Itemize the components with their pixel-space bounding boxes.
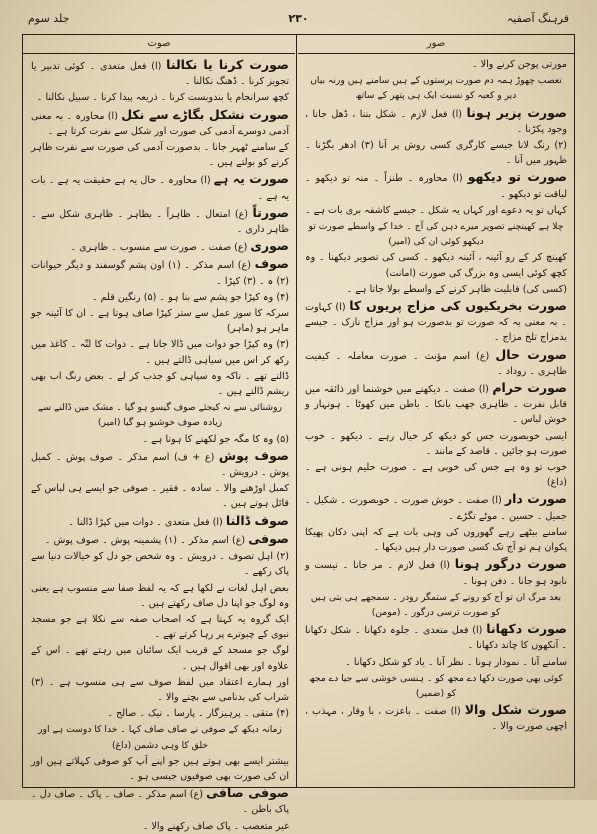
verse-quote: چلا ہے کھینچنے تصویر میرے دہن کی آج ۔ خدا کے واسطے صورت تو دیکھو کوئی ان کی (امیر)	[308, 221, 564, 248]
entry-headword: صورت حال	[495, 346, 567, 362]
entry-definition: (ع) اسم مذکر ۔ صاف ۔ پاک ۔ صاف دل ۔ پاک باطن ۔	[31, 789, 289, 816]
entry-line: کہاں تو یہ دعوے اور کہاں یہ شکل ۔ جیسے کاشفہ بری بات ہے ۔	[305, 204, 567, 216]
entry-line: (۲) رنگ لانا جیسے کارگری کسی روش پر آنا (۳) ادھر بگڑنا ۔ ظہور میں آنا ۔	[305, 140, 567, 167]
column-divider	[296, 35, 297, 787]
entry-definition: (ا) فعل متعدی ۔ کوئی تدبیر یا تجویز کرنا ۔ ڈھنگ نکالنا ۔	[31, 61, 289, 88]
entry-line: (۲) اہل تصوف ۔ درویش ۔ وہ شخص جو دل کو خیالات دنیا سے پاک رکھے ۔	[31, 551, 289, 578]
left-column-heading: صوت	[23, 35, 295, 54]
entry-definition: (ا) کہاوت ۔ بہ معنی یہ کہ صورت تو بدصورت ہو اور مزاج نازک ۔ جیسے بدمزاج تلخ مزاج ۔	[305, 302, 567, 344]
entry-definition: (ع) امتعال ۔ ظاہراً ۔ بظاہر ۔ ظاہری شکل سے ۔ ظاہر داری ۔	[31, 208, 289, 236]
verse-quote: کوئی بھی صورت دکھا دے مجھ کو ۔ ہنسی خوشی سے جیا دے مجھ کو (ضمیر)	[309, 672, 563, 699]
entry-definition: (ا) محاورہ ۔ حال یہ ہے حقیقت یہ ہے ۔ بات یہ ہے ۔	[31, 175, 289, 202]
entry-line: ایسی خوبصورت جس کو دیکھ کر خیال رہے ۔ دیکھو ۔ خوب صورت ہو جائیں ۔ قاصد کے مانند ۔	[305, 430, 567, 457]
dictionary-entry	[31, 171, 289, 203]
entry-line: (۴) متقی ۔ پرہیزگار ۔ پارسا ۔ نیک ۔ صالح ۔	[107, 708, 289, 720]
dictionary-entry	[305, 702, 567, 734]
entry-line: سامنے بیٹھے رہے گھوروں کی وہی بات ہے کہ اپنی دکان پھیکا پکوان ہم تو آج تک کسی صورت دار ہیں دیکھا ۔	[305, 526, 567, 554]
dictionary-entry	[31, 256, 289, 288]
entry-line: مورتی پوجن کرنے والا ۔	[472, 59, 567, 70]
dictionary-entry	[305, 491, 567, 523]
left-column	[31, 57, 289, 832]
dictionary-entry	[305, 105, 567, 137]
entry-definition: (ا) محاورہ ۔ بہ معنی آدمی دوسرے آدمی کی صورت اور شکل سے نفرت کرتا ہے ۔	[31, 110, 289, 137]
entry-headword: صورت دار	[504, 491, 567, 507]
entry-line: کمبل اوڑھنے والا ۔ سادہ ۔ فقیر ۔ صوفی جو ایسے ہی لباس کے قائل ہوتے ہیں ۔	[31, 483, 289, 510]
entry-line: کھینچ کر کے رو آئینہ ، آئینہ دیکھو ۔ کسی کی تصویر دیکھنا ۔ وہ کچھ کوئی ایسی وہ بزرگ کی صورت (امانت)	[305, 252, 567, 279]
entry-line: لوگ جو مسجد کے قریب ایک سائبان میں رہتے تھے ۔ اس کے علاوہ اور بھی اقوال ہیں ۔	[31, 645, 289, 672]
dictionary-entry	[305, 169, 567, 201]
entry-definition: (ا) صفت ۔ باعزت ، با وقار ، مہذب ، اچھی صورت والا ۔	[305, 706, 567, 733]
right-column-heading: صور	[298, 35, 574, 54]
dictionary-entry	[31, 513, 289, 530]
entry-headword: صوف	[254, 256, 289, 272]
entry-headword: صوفی	[248, 530, 289, 546]
entry-headword: صورت تو دیکھو	[467, 169, 567, 185]
entry-line: (۵) وہ کا مگہ جو لکھنے کا ہوتا ہے ۔	[142, 433, 289, 445]
dictionary-entry	[31, 448, 289, 480]
entry-headword: صورت درگور ہونا	[454, 556, 567, 572]
entry-line: ڈالتے تھے ۔ تاکہ وہ سیاہی کو جذب کر لے ۔ بعض رنگ اب بھی ریشم ڈالتے ہیں ۔	[31, 370, 289, 398]
dictionary-entry	[305, 380, 567, 428]
volume-label: جلد سوم	[28, 12, 70, 25]
verse-quote: زمانہ دیکھ کے صوفی نے صاف صاف کہا ۔ خدا کا دوست ہے اور خلق کا وہی دشمن (داغ)	[38, 724, 282, 751]
entry-definition: (ا) صفت ۔ خوش صورت ۔ خوبصورت ۔ شکیل ۔ جمیل ۔ حسین ۔ موٹے تگڑے ۔	[305, 495, 567, 522]
right-column	[305, 57, 567, 783]
entry-line: سرکہ کا سوز عمل سے ستر کپڑا صاف ہوتا ہے ۔ ان کا آئینہ جو ماہر ہو (ماہر)	[31, 308, 289, 335]
book-title: فرہنگ آصفیہ	[506, 12, 569, 25]
dictionary-entry	[31, 205, 289, 237]
entry-line: اور ہمارے اعتقاد میں لفظ صوف سے ہی منسوب ہے ۔ (۳) شراب کی بدنامی سے بچنے والا ۔	[31, 676, 289, 703]
entry-headword: صورت نشکل بگاڑے سے نکل	[121, 106, 289, 122]
entry-headword: صورت بخریکیوں کی مزاج پریوں کا	[349, 298, 567, 314]
dictionary-entry	[305, 347, 567, 379]
dictionary-entry	[305, 556, 567, 588]
dictionary-entry	[31, 107, 289, 139]
verse-quote: بعد مرگ اں تو آج کو رونے کے ستمگر رودر ۔ سمجھے ہی بتی ہیں کو صورت ترسی درگور ۔ (مومن)	[310, 591, 562, 618]
entry-headword: صورتاً	[252, 204, 289, 220]
verse-quote: تعصب چھوڑ ہمہ دم صورت پرستوں کے ہیں سامنے ہیں ورنہ بیاں دیر و کعبہ کو نسبت ایک ہی پتھر کے ساتھ	[310, 75, 562, 102]
entry-line: (کسی کی) قابلیت ظاہر کرنے کے واسطے بولا جاتا ہے ۔	[346, 283, 567, 295]
entry-line: بیشتر ایسے بھی ہوتے ہیں جو اپنے آپ کو صوفی کہلاتے ہیں اور ان کی صورت بھی صوفیوں جیسی ہو ۔	[31, 755, 289, 782]
entry-line: سامنے آنا ۔ نمودار ہونا ۔ نظر آنا ۔ یاد کو شکل دکھانا ۔	[345, 656, 567, 668]
entry-definition: (ع) اسم مؤنث ۔ صورت معاملہ ۔ کیفیت ظاہری ۔ روداد ۔	[305, 350, 567, 377]
entry-line: غیر متعصب ۔ پاک صاف رکھنے والا ۔	[142, 820, 289, 832]
dictionary-entry	[31, 531, 289, 548]
entry-definition: (ع) صفت ۔ صورت سے منسوب ۔ ظاہری ۔	[70, 242, 248, 254]
entry-line: کچھ سرانجام یا بندوبست کرنا ۔ ذریعہ پیدا کرنا ۔ سبیل نکالنا ۔	[36, 92, 289, 104]
entry-line: بعض اہل لغات نے لکھا ہے کہ یہ لفظ صفا سے منسوب ہے یعنی وہ لوگ جو اپنا دل صاف رکھتے ہیں ۔	[31, 582, 289, 609]
entry-headword: صوف پوش	[218, 447, 289, 463]
page-number: ۲۳۰	[288, 12, 309, 25]
verse-quote: روشنائی سے نہ کیجئے صوف گیسو ہو گیا ۔ مشک میں ڈالنے سے زیادہ صوف خوشبو ہو گیا (امیر)	[38, 402, 282, 429]
entry-headword: صورت دکھانا	[486, 621, 567, 637]
dictionary-entry	[31, 785, 289, 817]
entry-headword: صورت حرام	[492, 380, 567, 396]
entry-definition: (ا) فعل لازم ۔ مر جانا ۔ نیست و نابود ہو جانا ۔ دفن ہونا ۔	[305, 560, 567, 587]
dictionary-entry	[31, 238, 289, 255]
entry-line: (۳) وہ کپڑا جو دوات میں ڈالا جاتا ہے ۔ دوات کا لتّہ ۔ کاغذ میں رکھ کر اس میں سیاہی ڈالتے ہیں ۔	[31, 339, 289, 366]
page-frame	[22, 34, 575, 832]
dictionary-entry	[305, 621, 567, 653]
entry-definition: (ا) محاورہ ۔ طنزاً ۔ منہ تو دیکھو ۔ لیاقت تو دیکھو ۔	[305, 173, 567, 200]
entry-line: کے سامنے ٹھہر جانا ۔ بدصورت آدمی کی صورت سے نفرت ظاہر کرنے کو بولتے ہیں ۔	[31, 142, 289, 169]
entry-definition: (ا) فعل متعدی ۔ دوات میں کپڑا ڈالنا ۔	[68, 516, 223, 528]
entry-line: (۴) وہ کپڑا جو پشم سے بنا ہو ۔ (۵) رنگین قلم ۔	[92, 291, 289, 303]
entry-line: ایک گروہ یہ کہتا ہے کہ اصحاب صفہ سے نکلا ہے جو مسجد نبوی کے چبوترے پر رہا کرتے تھے ۔	[31, 613, 289, 641]
entry-definition: (ع + ف) اسم مذکر ۔ صوف پوش ۔ کمبل پوش ۔ درویش ۔	[31, 451, 289, 479]
entry-headword: صورت پزیر ہونا	[466, 104, 567, 120]
entry-definition: (ا) صفت ۔ دیکھنے میں خوشنما اور ذائقہ میں قابل نفرت ۔ ظاہری جھب بانکا ۔ باطن میں کھوٹا ۔ ہونہار و خوش لباس ۔	[305, 384, 567, 426]
dictionary-entry	[305, 298, 567, 346]
entry-headword: صوف ڈالنا	[225, 512, 289, 528]
entry-definition: (ا) فعل متعدی ۔ جلوہ دکھانا ۔ شکل دکھانا ۔ آنکھوں کا چاند دکھانا ۔	[305, 625, 567, 652]
dictionary-entry	[31, 57, 289, 89]
running-header	[22, 8, 575, 32]
entry-headword: صوری	[250, 238, 289, 254]
entry-definition: (ا) فعل لازم ۔ شکل بننا ، ڈھل جانا ، وجود پکڑنا ۔	[305, 108, 567, 135]
entry-definition: (ع) اسم مذکر ۔ (۱) پشمینہ پوش ۔ صوف پوش ۔	[44, 534, 246, 546]
entry-headword: صورت کرنا یا نکالنا	[166, 57, 289, 72]
entry-headword: صورت شکل والا	[464, 702, 567, 718]
entry-headword: صورت یہ ہے	[213, 171, 289, 187]
entry-headword: صوفی صافی	[206, 785, 289, 801]
entry-line: خوب تو وہ ہے جس کی خوبی ہے ۔ صورت حلیم ہونی ہے ۔ (داغ)	[305, 462, 567, 489]
entry-definition: (ع) اسم مذکر ۔ (۱) اون پشم گوسفند و دیگر حیوانات (۲) ہ ۔ (۳) کپڑا ۔	[31, 260, 289, 287]
